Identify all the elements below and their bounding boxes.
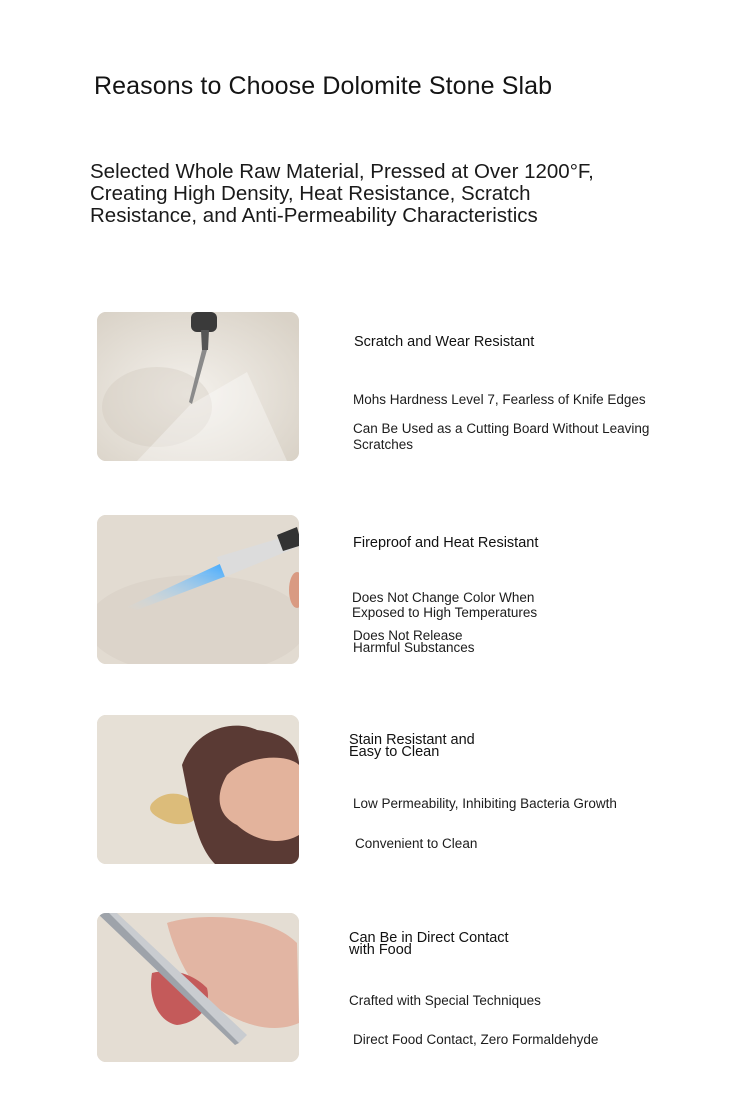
cloth-wiping-stain-image [97,715,299,864]
feature-heading: Stain Resistant and Easy to Clean [349,732,475,760]
feature-heading: Can Be in Direct Contact with Food [349,930,509,958]
feature-heading: Scratch and Wear Resistant [354,334,535,350]
page-title: Reasons to Choose Dolomite Stone Slab [94,72,553,100]
drill-on-stone-image [97,312,299,461]
feature-point: Can Be Used as a Cutting Board Without Leaving Scratches [353,421,650,452]
feature-point: Does Not Release Harmful Substances [353,628,475,655]
feature-point: Low Permeability, Inhibiting Bacteria Growth [353,796,617,811]
page-subtitle: Selected Whole Raw Material, Pressed at Over 1200°F, Creating High Density, Heat Resistance, Scratch Resistance, and Anti-Permeability Characteristics [90,160,594,227]
torch-on-stone-image [97,515,299,664]
feature-point: Convenient to Clean [355,836,478,851]
feature-heading: Fireproof and Heat Resistant [353,535,539,551]
feature-point: Does Not Change Color When Exposed to High Temperatures [352,590,538,620]
knife-cutting-meat-image [97,913,299,1062]
feature-point: Direct Food Contact, Zero Formaldehyde [353,1032,599,1047]
feature-point: Mohs Hardness Level 7, Fearless of Knife Edges [353,392,646,407]
feature-point: Crafted with Special Techniques [349,993,541,1008]
